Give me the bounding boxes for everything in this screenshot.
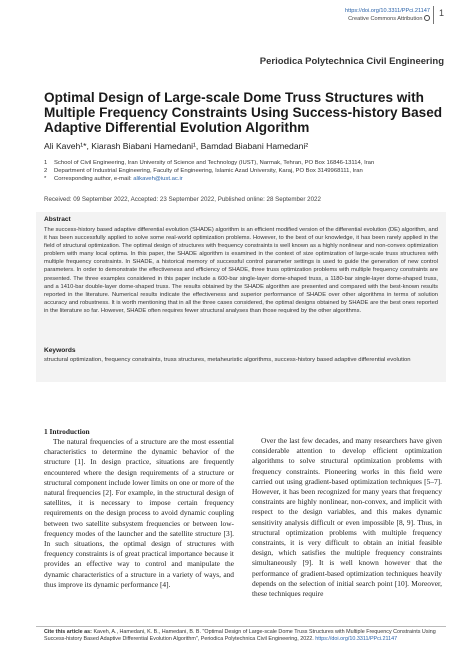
paper-title: Optimal Design of Large-scale Dome Truss Structures with Multiple Frequency Constraints Using Success-history Based Adaptive Differential Evolution Algorithm bbox=[44, 90, 443, 135]
author-list: Ali Kaveh¹*, Kiarash Biabani Hamedani¹, Bamdad Biabani Hamedani² bbox=[44, 141, 309, 151]
doi-license-block bbox=[345, 8, 430, 23]
abstract-heading: Abstract bbox=[44, 216, 71, 223]
section-heading: 1 Introduction bbox=[44, 427, 90, 436]
publication-dates: Received: 09 September 2022, Accepted: 23 September 2022, Published online: 28 September 2022 bbox=[44, 196, 321, 203]
abstract-text: The success-history based adaptive differential evolution (SHADE) algorithm is an efficient modified version of the differential evolution (DE) algorithm, and it has been successfully applied to solve some real-world optimization problems. However, to the best of our knowledge, it has been rarely applied in the field of structural optimization. The optimal design of structures with frequency constraints is well known as a highly nonlinear and non-convex optimization problem with many local optima. In this paper, the SHADE algorithm is examined in the context of size optimization of large-scale truss structures with multiple frequency constraints. In SHADE, a historical memory of successful control parameter settings is used to guide the generation of new control parameters. In order to demonstrate the effectiveness and efficiency of SHADE, three truss optimization problems with multiple frequency constraints are presented. The three examples considered in this paper include a 600-bar single-layer dome-shaped truss, a 1180-bar single-layer dome-shaped truss, and a 1410-bar double-layer dome-shaped truss. The results obtained by the SHADE algorithm are presented and compared with the best-known results reported in the literature. Numerical results indicate the effectiveness and superior performance of SHADE over other algorithms in terms of solution accuracy and robustness. It is worth mentioning that in all the three cases considered, the optimal designs obtained by SHADE are the best ones reported in the literature so far. However, SHADE often requires fewer structural analyses than those required by the other algorithms. bbox=[44, 227, 438, 314]
keywords-text: structural optimization, frequency constraints, truss structures, metaheuristic algorithms, success-history based adaptive differential evolution bbox=[44, 357, 411, 363]
body-column-right bbox=[252, 436, 442, 599]
citation-label: Cite this article as: bbox=[44, 629, 92, 635]
cc-icon bbox=[424, 15, 430, 21]
body-paragraph: The natural frequencies of a structure are the most essential characteristics to determine the dynamic behavior of the structure [1]. In design practice, situations are frequently encountered where the design requirements of a structure or structural component include lower limits on one or more of the natural frequencies [2]. For example, in the structural design of satellites, it is necessary to impose certain frequency requirements on the design process to avoid dynamic coupling between two satellite subsystem frequencies or between low-frequency modes of the launcher and the satellite structure [3]. In such situations, the optimal design of structures with frequency constraints is of great practical importance because it provides an effective way to control and manipulate the dynamic characteristics of a structure in a variety of ways, and thus improve its dynamic performance [4]. bbox=[44, 437, 234, 589]
license-text: Creative Commons Attribution bbox=[348, 16, 423, 22]
header-divider bbox=[433, 6, 434, 24]
author-email-link[interactable]: alikaveh@iust.ac.ir bbox=[133, 175, 183, 182]
affiliation-2: 2 Department of Industrial Engineering, Faculty of Engineering, Islamic Azad University, Karaj, PO Box 3149968111, Iran bbox=[44, 167, 363, 174]
citation-doi-link[interactable]: https://doi.org/10.3311/PPci.21147 bbox=[315, 636, 398, 643]
page-number: 1 bbox=[438, 8, 444, 18]
citation-divider bbox=[36, 626, 446, 627]
corresponding-author: * Corresponding author, e-mail: alikaveh@iust.ac.ir bbox=[44, 175, 183, 182]
journal-name: Periodica Polytechnica Civil Engineering bbox=[259, 56, 444, 67]
keywords-heading: Keywords bbox=[44, 347, 76, 354]
body-paragraph: Over the last few decades, and many researchers have given considerable attention to develop efficient optimization algorithms to solve structural optimization problems with frequency constraints. Pioneering works in this field were carried out using gradient-based optimization techniques [5–7]. However, it has been recognized for many years that frequency constraints are highly nonlinear, non-convex, and implicit with respect to the design variables, and this makes dynamic sensitivity analysis difficult or even impossible [8, 9]. Thus, in structural optimization problems with multiple frequency constraints, it is very difficult to obtain an initial feasible design, which satisfies the multiple frequency constraints simultaneously [9]. It is well known however that the performance of gradient-based optimization techniques heavily depends on the selection of initial search point [10]. Moreover, these techniques require bbox=[252, 436, 442, 599]
affiliations bbox=[44, 160, 444, 183]
citation-block bbox=[44, 629, 446, 644]
affiliation-1: 1 School of Civil Engineering, Iran University of Science and Technology (IUST), Narmak, Tehran, PO Box 16846-13114, Iran bbox=[44, 160, 375, 166]
citation-text: Kaveh, A., Hamedani, K. B., Hamedani, B. B. "Optimal Design of Large-scale Dome Truss Structures with Multiple Frequency Constraints Using Success-history Based Adaptive Differential Evolution Algorithm", Periodica Polytechnica Civil Engineering, 2022. bbox=[44, 629, 436, 643]
doi-link[interactable]: https://doi.org/10.3311/PPci.21147 bbox=[344, 8, 430, 14]
body-column-left bbox=[44, 437, 234, 590]
